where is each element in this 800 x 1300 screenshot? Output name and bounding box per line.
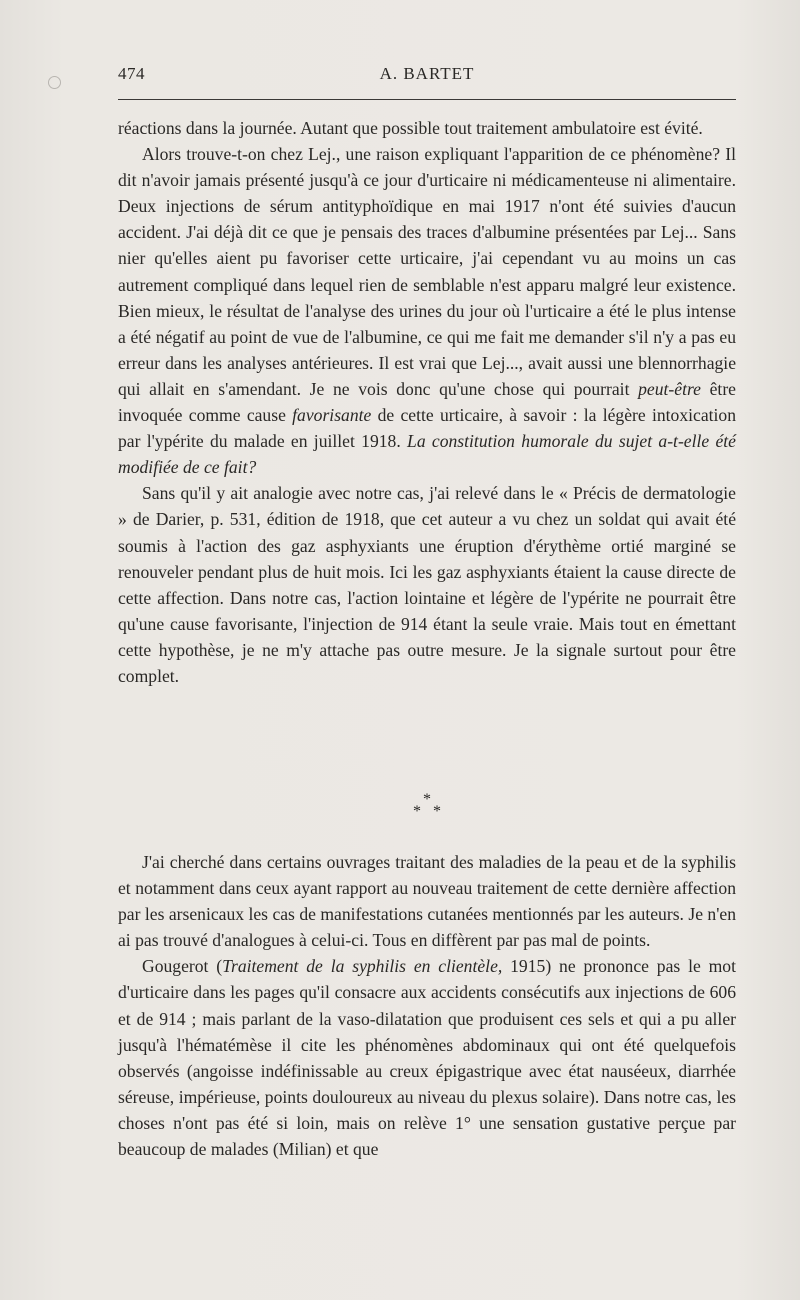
page-header: [118, 64, 736, 88]
paragraph: [118, 480, 736, 689]
text-run: Sans qu'il y ait analogie avec notre cas, j'ai relevé dans le « Précis de dermatologie » de Darier, p. 531, édition de 1918, que cet auteur a vu chez un soldat qui avait été soumis à l'action des gaz asphyxiants une éruption d'érythème ortié marginé se renouveler pendant plus de huit mois. Ici les gaz asphyxiants étaient la cause directe de cette affection. Dans notre cas, l'action lointaine et légère de l'ypérite ne pourrait être qu'une cause favorisante, l'injection de 914 étant la seule vraie. Mais tout en émettant cette hypothèse, je ne m'y attache pas outre mesure. Je la signale surtout pour être complet.: [118, 483, 736, 686]
body-text-top: [118, 115, 736, 689]
paragraph: [118, 141, 736, 480]
paragraph: [118, 953, 736, 1162]
text-run: J'ai cherché dans certains ouvrages traitant des maladies de la peau et de la syphilis et notamment dans ceux ayant rapport au nouveau traitement de cette dernière affection par les arsenicaux les cas de manifestations cutanées mentionnés par les auteurs. Je n'en ai pas trouvé d'analogues à celui-ci. Tous en diffèrent par pas mal de points.: [118, 852, 736, 951]
text-run: être invoquée comme cause: [118, 378, 736, 426]
text-run: Alors trouve-t-on chez Lej., une raison expliquant l'apparition de ce phénomène? Il dit n'avoir jamais présenté jusqu'à ce jour d'urticaire ni médicamenteuse ni alimentaire. Deux injections de sérum antityphoïdique en mai 1917 n'ont été suivies d'aucun accident. J'ai déjà dit ce que je pensais des traces d'albumine présentées par Lej... Sans nier qu'elles aient pu favoriser cette urticaire, j'ai cependant vu au moins un cas autrement compliqué dans lequel rien de semblable n'est apparu malgré leur existence. Bien mieux, le résultat de l'analyse des urines du jour où l'urticaire a été le plus intense a été négatif au point de vue de l'albumine, ce qui me fait me demander s'il n'y a pas eu erreur dans les analyses antérieures. Il est vrai que Lej..., avait aussi une blennorrhagie qui allait en s'amendant. Je ne vois donc qu'une chose qui pourrait: [118, 144, 736, 399]
binding-hole-mark: [48, 76, 61, 89]
paragraph: [118, 115, 736, 141]
header-rule: [118, 99, 736, 100]
italic-text: La constitution humorale du sujet a-t-elle été modifiée de ce fait?: [118, 431, 736, 478]
running-head-author: A. BARTET: [379, 64, 475, 83]
asterism-star: *: [423, 791, 431, 808]
section-separator-asterism: [118, 791, 736, 820]
italic-text: favorisante: [292, 405, 372, 426]
asterism-star: *: [413, 803, 421, 820]
page-number: 474: [118, 64, 145, 83]
text-run: de cette urticaire, à savoir : la légère intoxication par l'ypérite du malade en juillet 1918.: [118, 405, 736, 452]
body-text-bottom: [118, 849, 736, 1162]
paragraph: [118, 849, 736, 953]
italic-text: Traitement de la syphilis en clientèle,: [222, 956, 503, 977]
text-run: 1915) ne prononce pas le mot d'urticaire dans les pages qu'il consacre aux accidents consécutifs aux injections de 606 et de 914 ; mais parlant de la vaso-dilatation que produisent ces sels et qui a pu aller jusqu'à l'hématémèse il cite les phénomènes abdominaux qui ont été quelquefois observés (angoisse indéfinissable au creux épigastrique avec état nauséeux, diarrhée séreuse, impérieuse, points douloureux au niveau du plexus solaire). Dans notre cas, les choses n'ont pas été si loin, mais on relève 1° une sensation gustative perçue par beaucoup de malades (Milian) et que: [118, 956, 736, 1160]
asterism-star: *: [433, 803, 441, 820]
italic-text: peut-être: [638, 378, 701, 399]
text-run: réactions dans la journée. Autant que possible tout traitement ambulatoire est évité.: [118, 118, 703, 138]
text-run: Gougerot (: [142, 956, 223, 977]
